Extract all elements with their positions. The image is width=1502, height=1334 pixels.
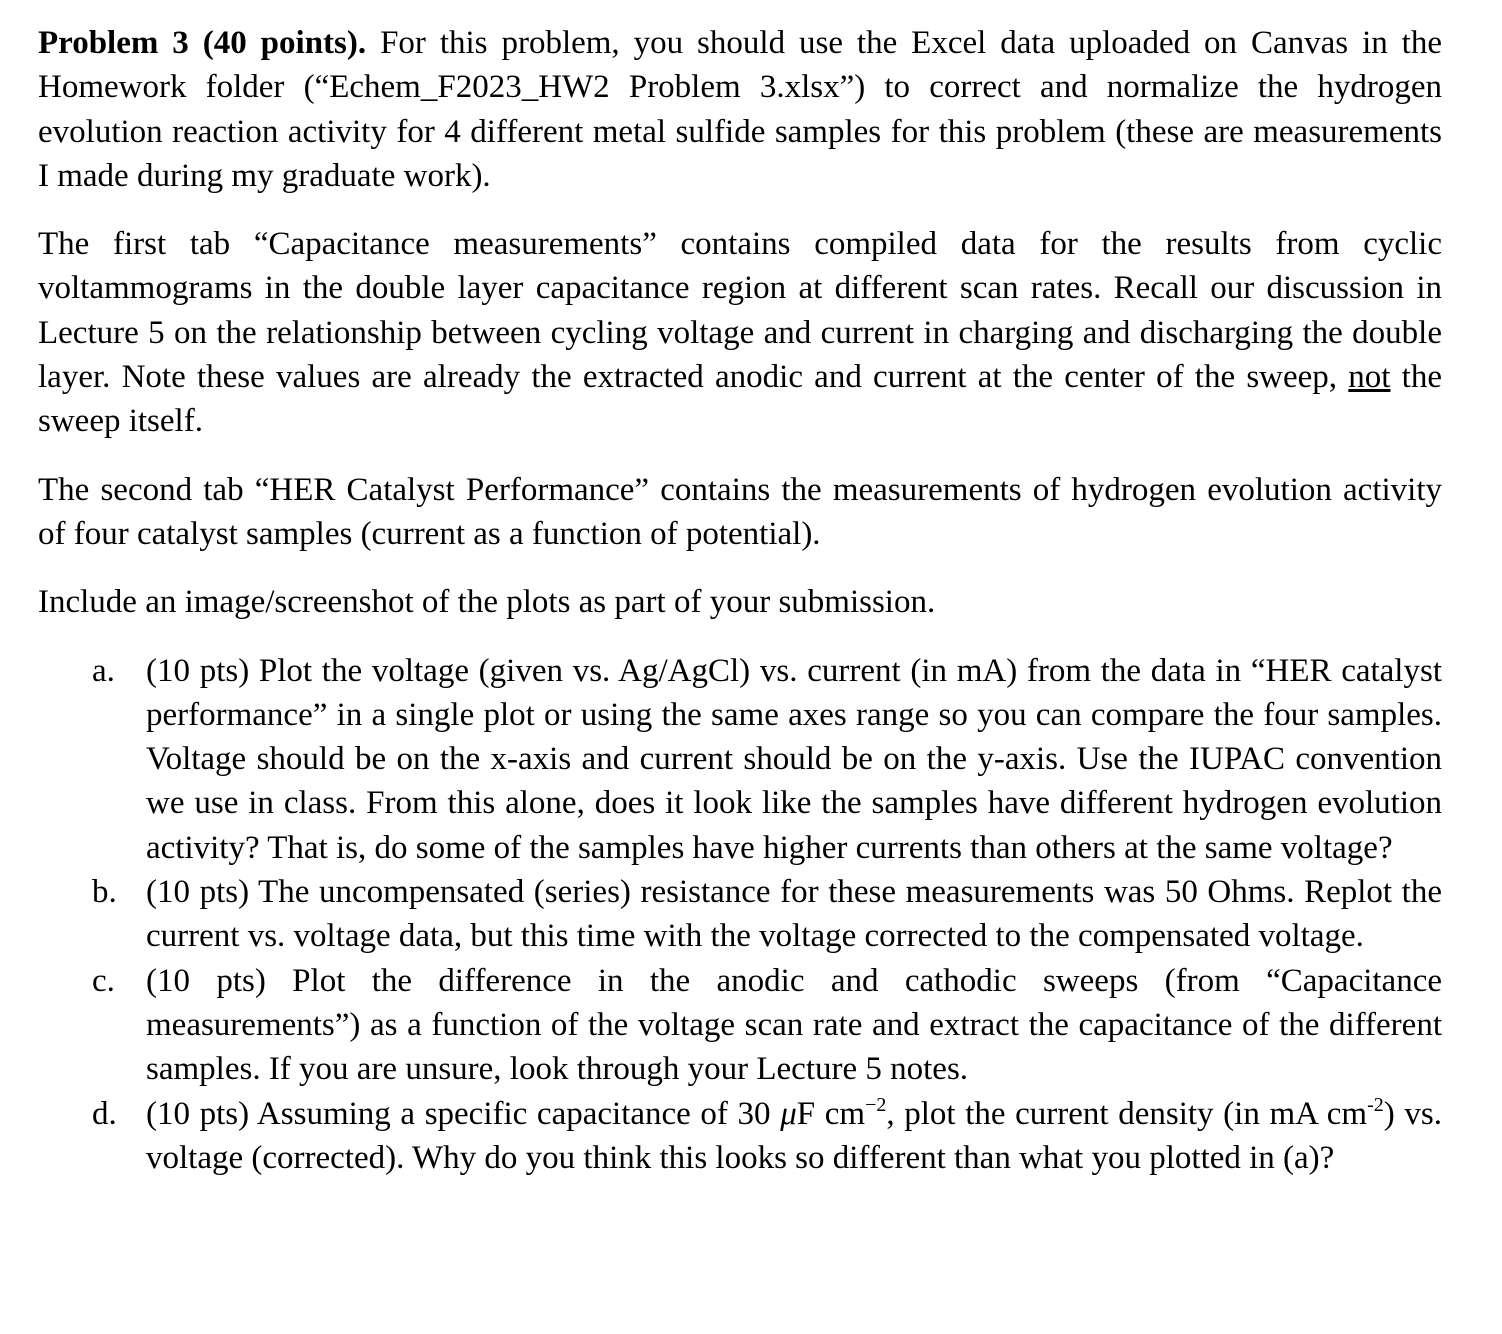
mu-symbol: μ: [780, 1095, 797, 1132]
part-b: [38, 870, 1442, 959]
part-d-text-2: F cm: [796, 1095, 866, 1132]
her-paragraph: The second tab “HER Catalyst Performance” contains the measurements of hydrogen evolution activity of four catalyst samples (current as a function of potential).: [38, 471, 1442, 552]
problem-intro-paragraph: [38, 21, 1442, 198]
part-a-marker: a.: [92, 652, 115, 689]
part-a: [38, 649, 1442, 870]
include-paragraph: Include an image/screenshot of the plots as part of your submission.: [38, 584, 936, 621]
part-c-marker: c.: [92, 962, 115, 999]
part-c: [38, 959, 1442, 1092]
problem-heading: Problem 3 (40 points).: [38, 25, 367, 61]
underlined-not: not: [1348, 359, 1391, 396]
part-c-text: (10 pts) Plot the difference in the anodic and cathodic sweeps (from “Capacitance measurements”) as a function of the voltage scan rate and extract the capacitance of the different samples. If you are unsure, look through your Lecture 5 notes.: [146, 962, 1442, 1088]
problem-parts-list: [38, 649, 1442, 1181]
problem-intro-text: For this problem, you should use the Excel data uploaded on Canvas in the Homework folder (“Echem_F2023_HW2 Problem 3.xlsx”) to correct and normalize the hydrogen evolution reaction activity for 4 different metal sulfide samples for this problem (these are measurements I made during my graduate work).: [38, 25, 1442, 194]
part-d-text-1: (10 pts) Assuming a specific capacitance of 30: [146, 1095, 781, 1132]
part-d: [38, 1092, 1442, 1181]
part-d-text-3: , plot the current density (in mA cm: [886, 1095, 1368, 1132]
part-a-text: (10 pts) Plot the voltage (given vs. Ag/AgCl) vs. current (in mA) from the data in “HER catalyst performance” in a single plot or using the same axes range so you can compare the four samples. Voltage should be on the x-axis and current should be on the y-axis. Use the IUPAC convention we use in class. From this alone, does it look like the samples have different hydrogen evolution activity? That is, do some of the samples have higher currents than others at the same voltage?: [146, 652, 1442, 866]
capacitance-paragraph: [38, 222, 1442, 443]
capacitance-text-before: The first tab “Capacitance measurements” contains compiled data for the results from cyclic voltammograms in the double layer capacitance region at different scan rates. Recall our discussion in Lecture 5 on the relationship between cycling voltage and current in charging and discharging the double layer. Note these values are already the extracted anodic and current at the center of the sweep,: [38, 226, 1442, 396]
capacitance-text-after: the sweep itself.: [38, 359, 1442, 440]
superscript-minus-2: −2: [865, 1093, 887, 1116]
part-b-text: (10 pts) The uncompensated (series) resistance for these measurements was 50 Ohms. Replot the current vs. voltage data, but this time with the voltage corrected to the compensated voltage.: [146, 874, 1442, 955]
superscript-minus-2-b: -2: [1367, 1093, 1384, 1116]
part-d-marker: d.: [92, 1095, 117, 1132]
part-b-marker: b.: [92, 874, 117, 911]
part-d-text-4: ) vs. voltage (corrected). Why do you think this looks so different than what you plotted in (a)?: [146, 1095, 1442, 1176]
